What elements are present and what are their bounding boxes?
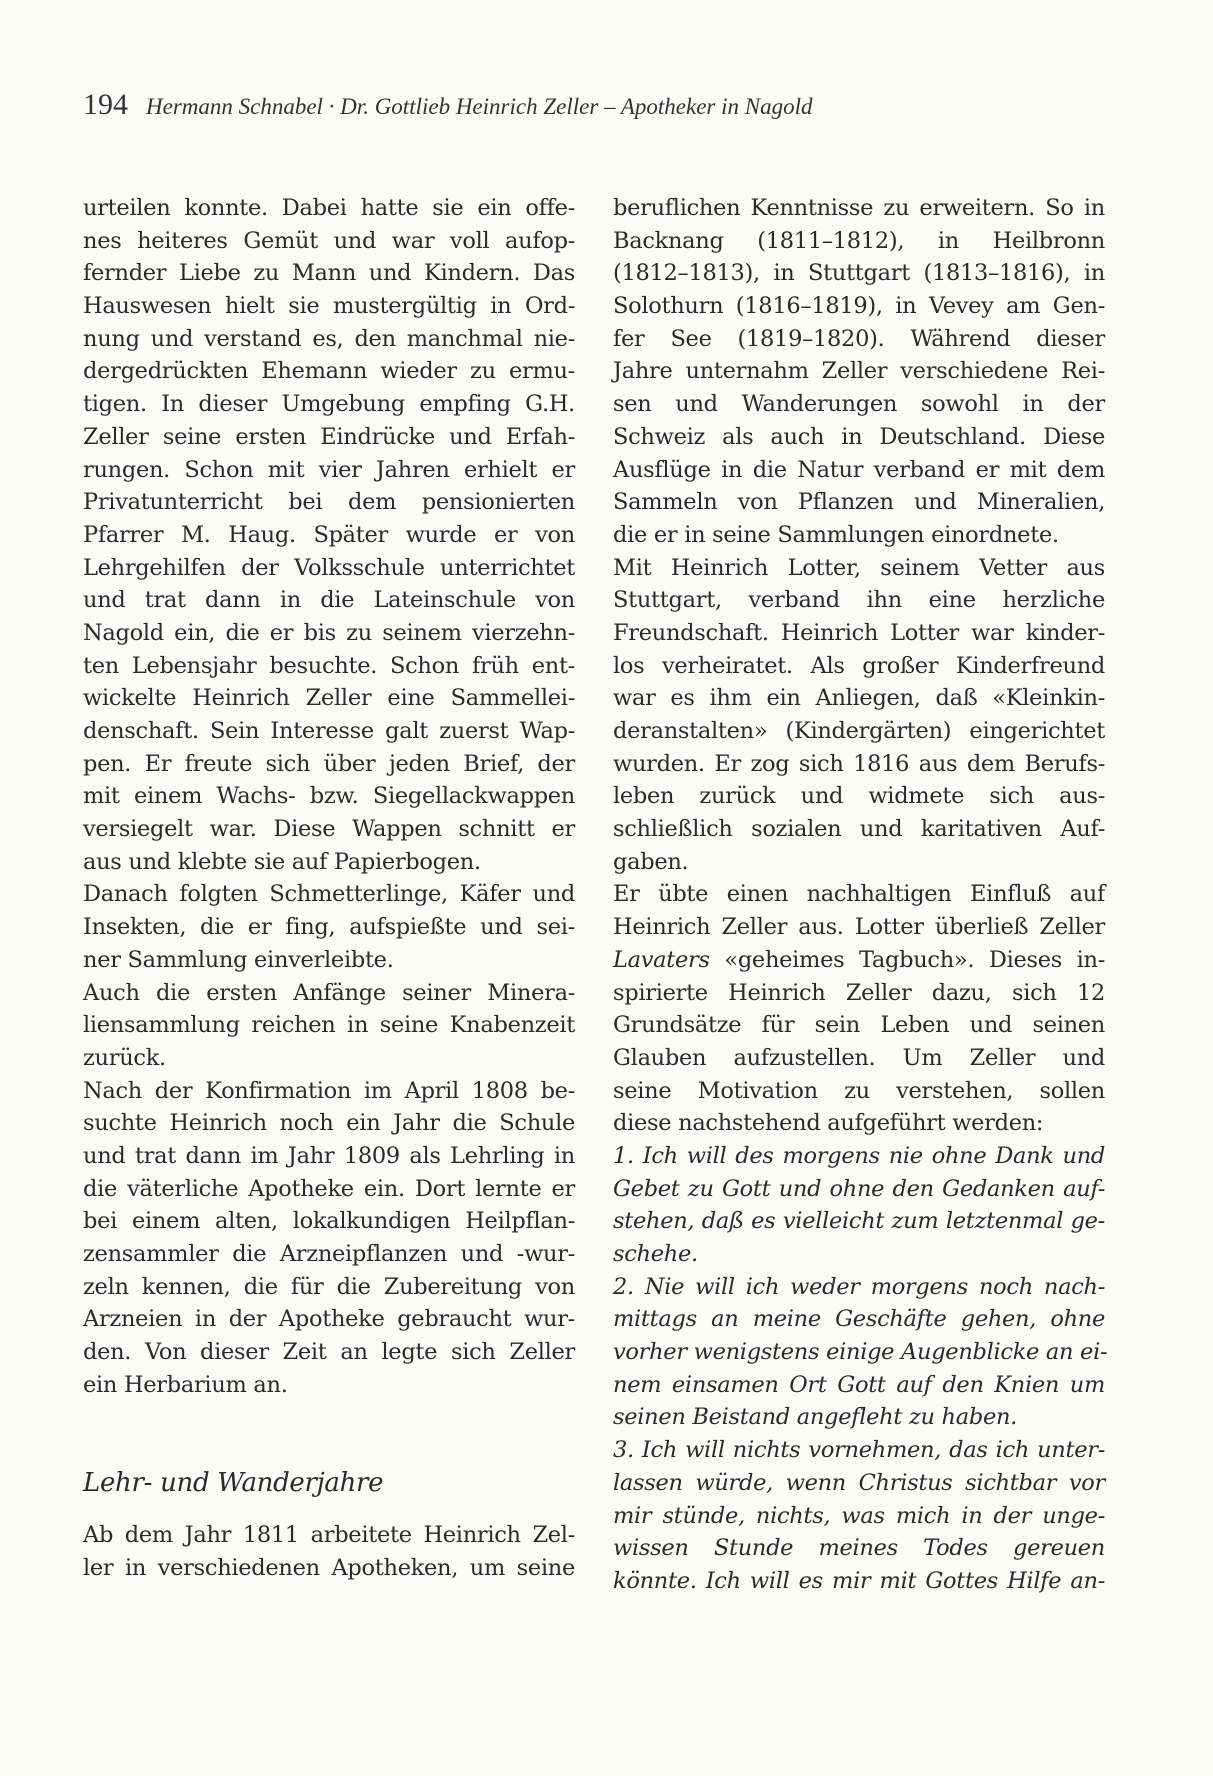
text-line: schehe. (613, 1241, 698, 1267)
text-line: mittags an meine Geschäfte gehen, ohne (613, 1306, 1105, 1333)
text-line: Solothurn (1816–1819), in Vevey am Gen- (613, 293, 1105, 320)
text-line: vorher wenigstens einige Augenblicke an ei- (613, 1339, 1108, 1366)
text-line: Sammeln von Pflanzen und Mineralien, (613, 489, 1105, 516)
text-line: deranstalten» (Kindergärten) eingerichtet (613, 718, 1105, 744)
text-line: Gebet zu Gott und ohne den Gedanken auf- (613, 1175, 1105, 1202)
text-line: die väterliche Apotheke ein. Dort lernte er (83, 1175, 575, 1202)
text-line: leben zurück und widmete sich aus- (613, 783, 1105, 810)
text-line: Stuttgart, verband ihn eine herzliche (613, 587, 1105, 614)
text-line: den. Von dieser Zeit an legte sich Zeller (83, 1339, 575, 1366)
text-line: tigen. In dieser Umgebung empfing G.H. (83, 391, 575, 418)
text-line: Ausflüge in die Natur verband er mit dem (613, 456, 1105, 483)
text-line: zurück. (83, 1044, 166, 1071)
right-column-body (613, 192, 1108, 1598)
text-line: Heinrich Zeller aus. Lotter überließ Zeller (613, 914, 1105, 941)
text-line: rungen. Schon mit vier Jahren erhielt er (83, 456, 575, 483)
text-line: nes heiteres Gemüt und war voll aufop- (83, 227, 575, 254)
text-line: seinen Beistand angefleht zu haben. (613, 1404, 1018, 1431)
text-line: urteilen konnte. Dabei hatte sie ein offe- (83, 195, 575, 221)
text-line: beruflichen Kenntnisse zu erweitern. So in (613, 195, 1105, 221)
text-line: Insekten, die er fing, aufspießte und sei- (83, 914, 575, 941)
text-line: Danach folgten Schmetterlinge, Käfer und (83, 881, 575, 908)
running-title: Hermann Schnabel · Dr. Gottlieb Heinrich Zeller – Apotheker in Nagold (146, 94, 813, 119)
text-line: wurden. Er zog sich 1816 aus dem Berufs- (613, 750, 1105, 777)
text-line: ten Lebensjahr besuchte. Schon früh ent- (83, 652, 575, 679)
text-line: gaben. (613, 848, 689, 875)
text-line: seine Motivation zu verstehen, sollen (613, 1077, 1105, 1104)
text-line: lassen würde, wenn Christus sichtbar vor (613, 1469, 1105, 1496)
text-line: Er übte einen nachhaltigen Einfluß auf (613, 881, 1105, 908)
text-line: Nagold ein, die er bis zu seinem vierzehn- (83, 619, 575, 646)
text-line: diese nachstehend aufgeführt werden: (613, 1110, 1044, 1137)
text-line: ler in verschiedenen Apotheken, um seine (83, 1555, 575, 1582)
text-line: Lehrgehilfen der Volksschule unterrichtet (83, 554, 575, 581)
text-line: nung und verstand es, den manchmal nie- (83, 325, 575, 352)
text-line: Grundsätze für sein Leben und seinen (613, 1012, 1105, 1039)
text-line: war es ihm ein Anliegen, daß «Kleinkin- (613, 685, 1105, 712)
text-line: Pfarrer M. Haug. Später wurde er von (83, 521, 575, 548)
text-line: denschaft. Sein Interesse galt zuerst Wap- (83, 718, 575, 744)
left-column-body-continued (83, 1519, 575, 1584)
text-line: zensammler die Arzneipflanzen und -wur- (83, 1241, 575, 1267)
text-line: Backnang (1811–1812), in Heilbronn (613, 227, 1105, 254)
text-line: Nach der Konfirmation im April 1808 be- (83, 1077, 575, 1104)
text-line: Ab dem Jahr 1811 arbeitete Heinrich Zel- (83, 1522, 575, 1549)
text-line: nem einsamen Ort Gott auf den Knien um (613, 1371, 1105, 1398)
text-line: (1812–1813), in Stuttgart (1813–1816), in (613, 260, 1105, 287)
right-column (613, 192, 1108, 1598)
text-line: 1. Ich will des morgens nie ohne Dank und (613, 1142, 1105, 1169)
text-line: fernder Liebe zu Mann und Kindern. Das (83, 260, 575, 287)
text-line: 3. Ich will nichts vornehmen, das ich unter- (613, 1437, 1105, 1464)
text-line: spirierte Heinrich Zeller dazu, sich 12 (613, 979, 1105, 1006)
text-line: Lavaters «geheimes Tagbuch». Dieses in- (613, 946, 1105, 973)
text-line: sen und Wanderungen sowohl in der (613, 391, 1105, 418)
text-line: Mit Heinrich Lotter, seinem Vetter aus (613, 554, 1105, 581)
text-line: fer See (1819–1820). Während dieser (613, 325, 1105, 352)
page-header (83, 88, 813, 122)
text-line: wissen Stunde meines Todes gereuen (613, 1535, 1105, 1562)
left-column (83, 192, 575, 1585)
section-spacer (83, 1401, 575, 1463)
section-heading: Lehr- und Wanderjahre (83, 1468, 384, 1499)
text-line: stehen, daß es vielleicht zum letztenmal ge- (613, 1208, 1105, 1235)
text-line: pen. Er freute sich über jeden Brief, der (83, 750, 575, 777)
text-line: Glauben aufzustellen. Um Zeller und (613, 1044, 1105, 1071)
text-line: zeln kennen, die für die Zubereitung von (83, 1273, 575, 1300)
text-line: Jahre unternahm Zeller verschiedene Rei- (613, 358, 1105, 385)
text-line: mir stünde, nichts, was mich in der unge- (613, 1502, 1105, 1529)
text-line: suchte Heinrich noch ein Jahr die Schule (83, 1110, 575, 1137)
text-line: die er in seine Sammlungen einordnete. (613, 521, 1059, 548)
text-line: Hauswesen hielt sie mustergültig in Ord- (83, 293, 575, 320)
text-line: versiegelt war. Diese Wappen schnitt er (83, 816, 575, 843)
text-line: dergedrückten Ehemann wieder zu ermu- (83, 358, 575, 385)
text-line: Privatunterricht bei dem pensionierten (83, 489, 575, 516)
text-line: bei einem alten, lokalkundigen Heilpflan- (83, 1208, 575, 1235)
text-line: Auch die ersten Anfänge seiner Minera- (83, 979, 575, 1006)
text-line: könnte. Ich will es mir mit Gottes Hilfe an- (613, 1567, 1105, 1594)
text-line: Arzneien in der Apotheke gebraucht wur- (83, 1306, 575, 1333)
text-line: Schweiz als auch in Deutschland. Diese (613, 423, 1105, 450)
text-line: ner Sammlung einverleibte. (83, 946, 394, 973)
text-line: und trat dann in die Lateinschule von (83, 587, 575, 614)
text-line: aus und klebte sie auf Papierbogen. (83, 848, 481, 875)
left-column-body (83, 192, 575, 1401)
text-line: ein Herbarium an. (83, 1371, 288, 1398)
text-line: schließlich sozialen und karitativen Auf- (613, 816, 1105, 843)
page-number: 194 (83, 88, 128, 121)
text-line: und trat dann im Jahr 1809 als Lehrling in (83, 1142, 575, 1169)
text-line: mit einem Wachs- bzw. Siegellackwappen (83, 783, 575, 810)
text-line: Freundschaft. Heinrich Lotter war kinder- (613, 619, 1105, 646)
text-line: los verheiratet. Als großer Kinderfreund (613, 652, 1105, 679)
text-line: Zeller seine ersten Eindrücke und Erfah- (83, 423, 575, 450)
text-line: wickelte Heinrich Zeller eine Sammellei- (83, 685, 575, 712)
text-line: liensammlung reichen in seine Knabenzeit (83, 1012, 575, 1039)
text-line: 2. Nie will ich weder morgens noch nach- (613, 1273, 1105, 1300)
